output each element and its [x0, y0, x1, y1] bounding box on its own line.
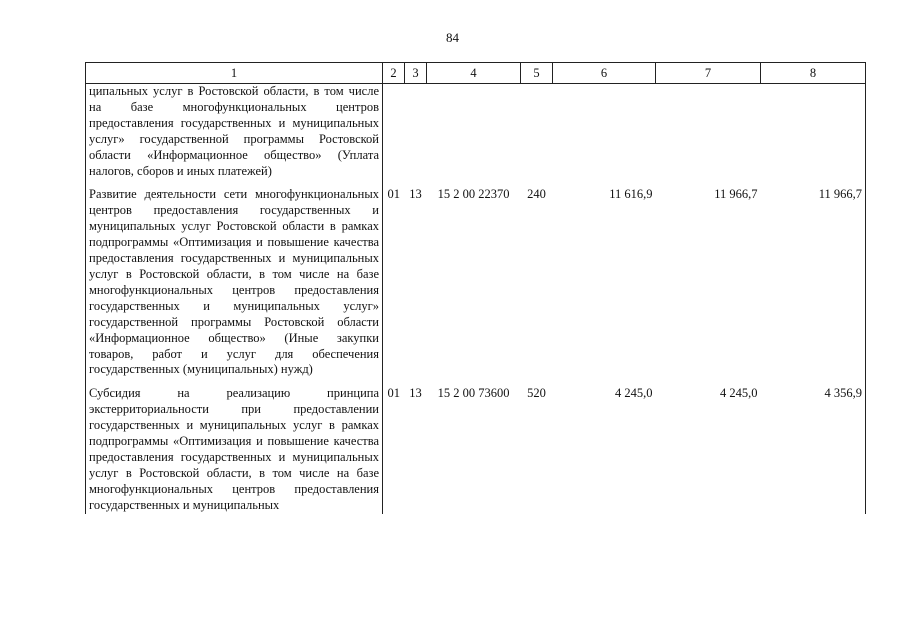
column-header: 8: [761, 63, 866, 84]
row-sum-2: [656, 84, 761, 180]
column-header: 4: [427, 63, 521, 84]
row-sum-1: 4 245,0: [615, 386, 653, 401]
column-header: 2: [383, 63, 405, 84]
row-subsection: [405, 84, 427, 180]
header-row: [86, 63, 866, 84]
row-expense-type: 240: [527, 187, 546, 202]
row-expense-type: [521, 84, 553, 180]
row-section: 01: [387, 187, 400, 202]
column-header: 3: [405, 63, 427, 84]
row-sum-3: 11 966,7: [761, 187, 866, 378]
row-section: [383, 84, 405, 180]
table-row: [86, 187, 866, 378]
row-target-article: 15 2 00 73600: [437, 386, 510, 401]
row-target-article: 15 2 00 22370: [437, 187, 510, 202]
row-description: ципальных услуг в Ростовской области, в том числе на базе многофункциональных центров предоставления государственных и муниципальных услуг» государственной программы Ростовской области «Информационное общество» (Уплата налогов, сборов и иных платежей): [86, 84, 383, 180]
column-header: 6: [553, 63, 656, 84]
row-sum-2: 4 245,0: [720, 386, 758, 401]
row-description: Субсидия на реализацию принципа экстерриториальности при предоставлении государственных и муниципальных услуг в рамках подпрограммы «Оптимизация и повышение качества предоставления государственных и муниципальных услуг в Ростовской области, в том числе на базе многофункциональных центров предоставления государственных и муниципальных: [86, 386, 383, 513]
column-header: 1: [86, 63, 383, 84]
column-header: 7: [656, 63, 761, 84]
row-sum-2: 11 966,7: [714, 187, 758, 202]
row-sum-3: [761, 84, 866, 180]
table-row: [86, 84, 866, 180]
row-description: Развитие деятельности сети многофункциональных центров предоставления государственных и муниципальных услуг Ростовской области в рамках подпрограммы «Оптимизация и повышение качества предоставления государственных и муниципальных услуг в Ростовской области, в том числе на базе многофункциональных центров предоставления государственных и муниципальных услуг» государственной программы Ростовской области «Информационное общество» (Иные закупки товаров, работ и услуг для обеспечения государственных (муниципальных) нужд): [86, 187, 383, 378]
row-target-article: [427, 84, 521, 180]
column-header: 5: [521, 63, 553, 84]
row-sum-1: 11 616,9: [609, 187, 653, 202]
row-sum-1: [553, 84, 656, 180]
table-row: [86, 386, 866, 513]
row-sum-3: 4 356,9: [761, 386, 866, 513]
row-spacer: [86, 179, 866, 187]
row-spacer: [86, 378, 866, 386]
row-subsection: 13: [409, 386, 422, 401]
page-number: 84: [446, 30, 459, 45]
row-expense-type: 520: [527, 386, 546, 401]
row-subsection: 13: [409, 187, 422, 202]
row-section: 01: [387, 386, 400, 401]
budget-table: [85, 62, 866, 514]
